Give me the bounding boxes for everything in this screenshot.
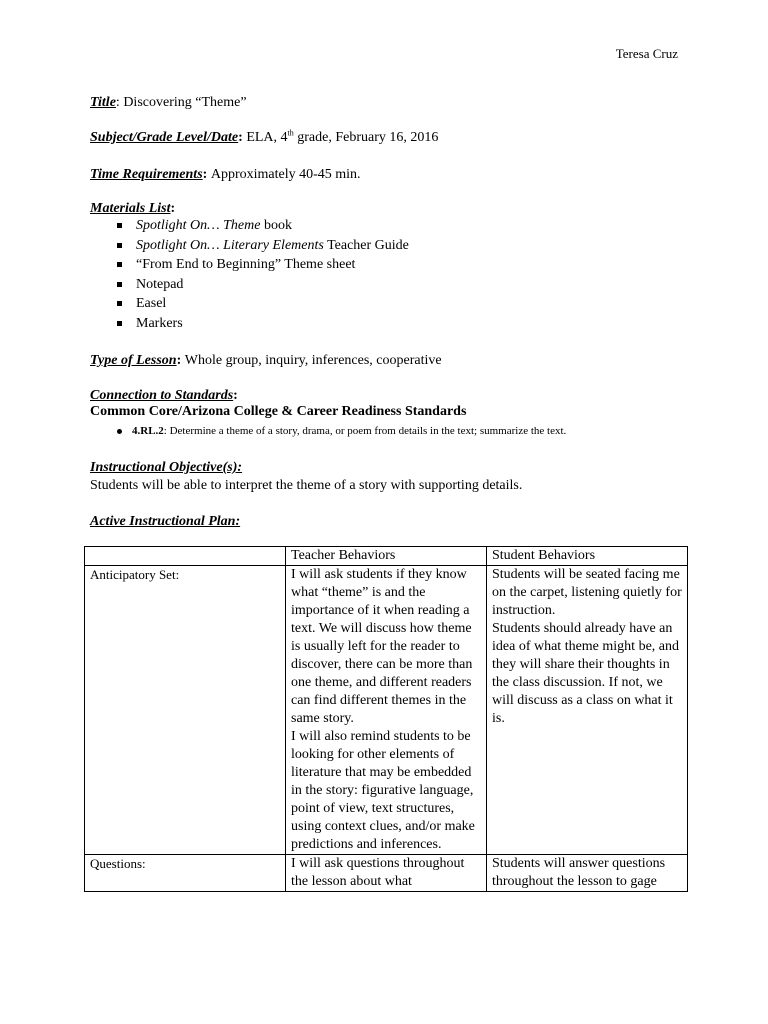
time-line: Time Requirements: Approximately 40-45 min. <box>90 167 361 182</box>
materials-line: Materials List: <box>90 201 176 216</box>
student-header: Student Behaviors <box>487 547 688 566</box>
table-row <box>85 547 688 566</box>
title-value: Discovering “Theme” <box>123 95 247 110</box>
list-item: Easel <box>90 294 409 314</box>
materials-label: Materials List <box>90 201 171 216</box>
objective-text: Students will be able to interpret the theme of a story with supporting details. <box>90 478 523 493</box>
teacher-header: Teacher Behaviors <box>286 547 487 566</box>
student-cell: Students will be seated facing me on the carpet, listening quietly for instruction. Students should already have an idea of what theme might be, and they will share their thoughts in the class discussion. If not, we will discuss as a class on what it is. <box>487 566 688 855</box>
lesson-type-value: Whole group, inquiry, inferences, cooperative <box>184 353 442 368</box>
list-item: Spotlight On… Theme book <box>90 216 409 236</box>
subject-post: grade, February 16, 2016 <box>293 130 439 145</box>
table-row <box>85 855 688 892</box>
title-line: Title: Discovering “Theme” <box>90 95 247 110</box>
time-value: Approximately 40-45 min. <box>210 167 361 182</box>
standard-item <box>90 425 566 437</box>
time-label: Time Requirements <box>90 167 203 182</box>
list-item: Markers <box>90 314 409 334</box>
subject-line: Subject/Grade Level/Date: ELA, 4th grade, February 16, 2016 <box>90 128 439 145</box>
list-item: Notepad <box>90 275 409 295</box>
lesson-type-line: Type of Lesson: Whole group, inquiry, inferences, cooperative <box>90 353 442 368</box>
standards-line: Connection to Standards: <box>90 388 238 403</box>
standard-text: : Determine a theme of a story, drama, or poem from details in the text; summarize the text. <box>163 425 567 437</box>
objective-line <box>90 460 242 476</box>
teacher-cell: I will ask students if they know what “theme” is and the importance of it when reading a text. We will discuss how theme is usually left for the reader to discover, there can be more than one theme, and different readers can find different themes in the same story. I will also remind students to be looking for other elements of literature that may be embedded in the story: figurative language, point of view, text structures, using context clues, and/or make predictions and inferences. <box>286 566 487 855</box>
plan-line <box>90 514 240 530</box>
subject-pre: ELA, 4 <box>246 130 288 145</box>
plan-label: Active Instructional Plan: <box>90 514 241 529</box>
row-label: Questions: <box>85 855 286 892</box>
list-item: Spotlight On… Literary Elements Teacher Guide <box>90 236 409 256</box>
objective-label: Instructional Objective(s): <box>90 460 243 475</box>
bullet-icon <box>117 429 122 434</box>
table-row <box>85 566 688 855</box>
row-label: Anticipatory Set: <box>85 566 286 855</box>
list-item: “From End to Beginning” Theme sheet <box>90 255 409 275</box>
title-label: Title <box>90 95 116 110</box>
table-cell <box>85 547 286 566</box>
instructional-plan-table <box>84 546 688 892</box>
subject-sup: th <box>287 128 294 138</box>
standards-label: Connection to Standards <box>90 388 234 403</box>
standard-code: 4.RL.2 <box>132 425 164 437</box>
lesson-type-label: Type of Lesson <box>90 353 177 368</box>
standards-heading: Common Core/Arizona College & Career Readiness Standards <box>90 404 467 419</box>
subject-label: Subject/Grade Level/Date <box>90 130 239 145</box>
author-name: Teresa Cruz <box>615 46 678 61</box>
teacher-cell: I will ask questions throughout the lesson about what <box>286 855 487 892</box>
student-cell: Students will answer questions throughout the lesson to gage <box>487 855 688 892</box>
materials-list <box>90 216 409 333</box>
